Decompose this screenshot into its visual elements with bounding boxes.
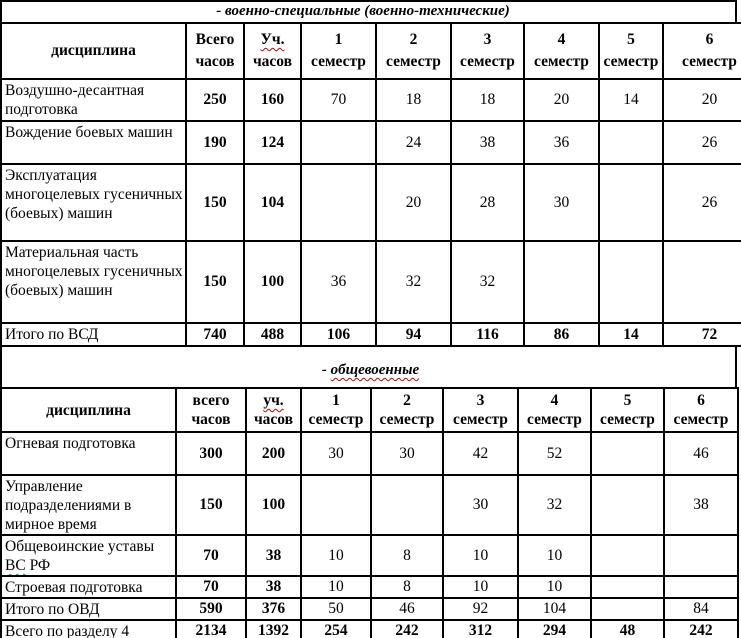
semester-cell: 92 [443, 598, 518, 620]
col-header-semester-2 [376, 23, 451, 79]
section-title-general-military [0, 362, 741, 379]
header-line: 2 [403, 392, 411, 409]
semester-cell: 32 [518, 475, 591, 535]
semester-cell: 14 [599, 323, 663, 346]
header-line: семестр [386, 53, 441, 70]
semester-cell: 24 [376, 121, 451, 164]
total-hours-cell: 590 [176, 598, 246, 620]
col-header-teach-hours [244, 23, 301, 79]
semester-cell [301, 164, 376, 241]
discipline-cell: Материальная часть многоцелевых гусеничных (боевых) машин [1, 241, 186, 323]
teach-hours-cell: 124 [244, 121, 301, 164]
semester-cell: 48 [591, 620, 664, 638]
header-line: семестр [527, 411, 582, 428]
header-line: 3 [476, 392, 485, 409]
teach-hours-cell: 38 [246, 535, 301, 576]
semester-cell: 254 [301, 620, 371, 638]
semester-cell: 30 [443, 475, 518, 535]
semester-cell: 32 [376, 241, 451, 323]
header-line: всего [192, 392, 230, 409]
discipline-cell: Огневая подготовка [1, 432, 176, 475]
total-hours-cell: 300 [176, 432, 246, 475]
header-line: семестр [311, 53, 366, 70]
teach-hours-cell: 100 [244, 241, 301, 323]
semester-cell: 104 [518, 598, 591, 620]
header-line: часов [252, 53, 293, 70]
semester-cell: 242 [371, 620, 443, 638]
totals-row-ovd [1, 598, 738, 620]
semester-cell: 242 [664, 620, 738, 638]
header-line: семестр [682, 53, 737, 70]
semester-cell: 38 [664, 475, 738, 535]
semester-cell: 10 [301, 535, 371, 576]
col-header-semester-3 [451, 23, 524, 79]
discipline-cell [1, 535, 176, 576]
header-line [247, 391, 300, 410]
semester-cell [591, 598, 664, 620]
discipline-cell: Итого по ОВД [1, 598, 176, 620]
semester-cell: 84 [664, 598, 738, 620]
semester-cell [591, 576, 664, 598]
teach-hours-cell: 376 [246, 598, 301, 620]
col-header-semester-6 [663, 23, 741, 79]
header-line: семестр [379, 411, 435, 428]
semester-cell: 36 [301, 241, 376, 323]
col-header-teach-hours [246, 388, 301, 432]
header-line: 5 [623, 392, 632, 409]
header-line: часов [191, 411, 231, 428]
table-row [1, 576, 738, 598]
semester-cell: 8 [371, 535, 443, 576]
col-header-discipline: дисциплина [1, 388, 176, 432]
total-hours-cell: 740 [186, 323, 244, 346]
semester-cell [599, 164, 663, 241]
semester-cell: 36 [524, 121, 599, 164]
semester-cell [663, 241, 741, 323]
col-header-semester-1 [301, 23, 376, 79]
misspelled-word: уч. [263, 392, 284, 409]
discipline-cell: Итого по ВСД [1, 323, 186, 346]
header-line: часов [253, 411, 294, 428]
header-line: семестр [673, 411, 729, 428]
header-line: семестр [453, 411, 508, 428]
header-line: 2 [409, 31, 418, 48]
teach-hours-cell: 160 [244, 79, 301, 121]
section-title-military-special: - военно-специальные (военно-технические) [216, 3, 510, 19]
table-row [1, 535, 738, 576]
col-header-semester-5 [591, 388, 664, 432]
header-line: 4 [557, 31, 566, 48]
semester-cell [301, 475, 371, 535]
discipline-cell: Всего по разделу 4 [1, 620, 176, 638]
semester-cell: 10 [301, 576, 371, 598]
semester-cell: 8 [371, 576, 443, 598]
grammar-flagged-word: ВС [5, 557, 26, 574]
total-hours-cell: 150 [176, 475, 246, 535]
semester-cell: 10 [518, 535, 591, 576]
semester-cell [301, 121, 376, 164]
total-hours-cell: 70 [176, 576, 246, 598]
semester-cell: 20 [524, 79, 599, 121]
teach-hours-cell: 200 [246, 432, 301, 475]
semester-cell [591, 535, 664, 576]
semester-cell [371, 475, 443, 535]
semester-cell: 70 [301, 79, 376, 121]
header-line: 1 [332, 392, 340, 409]
header-line: семестр [603, 53, 659, 70]
header-row [1, 23, 741, 79]
table-row [1, 475, 738, 535]
semester-cell: 72 [663, 323, 741, 346]
header-line [245, 29, 300, 51]
totals-row-vsd [1, 323, 741, 346]
semester-cell: 18 [451, 79, 524, 121]
semester-cell: 38 [451, 121, 524, 164]
semester-cell: 32 [451, 241, 524, 323]
semester-cell: 30 [301, 432, 371, 475]
total-hours-cell: 2134 [176, 620, 246, 638]
header-line: 6 [705, 31, 714, 48]
title-dash: - [321, 362, 327, 378]
col-header-semester-1 [301, 388, 371, 432]
semester-cell: 312 [443, 620, 518, 638]
semester-cell [591, 475, 664, 535]
discipline-text: Общевоинские уставы [5, 538, 155, 555]
header-line: 6 [697, 392, 705, 409]
col-header-semester-4 [518, 388, 591, 432]
col-header-discipline: дисциплина [1, 23, 186, 79]
semester-cell: 294 [518, 620, 591, 638]
total-hours-cell: 150 [186, 164, 244, 241]
header-line: часов [195, 53, 235, 70]
semester-cell: 26 [663, 164, 741, 241]
discipline-text: РФ [29, 557, 51, 574]
semester-cell [664, 576, 738, 598]
semester-cell [599, 241, 663, 323]
discipline-cell: Вождение боевых машин [1, 121, 186, 164]
semester-cell: 28 [451, 164, 524, 241]
semester-cell: 20 [376, 164, 451, 241]
total-hours-cell: 70 [176, 535, 246, 576]
header-line: 1 [334, 31, 343, 48]
header-line: 4 [550, 392, 559, 409]
header-line: семестр [600, 411, 655, 428]
semester-cell: 18 [376, 79, 451, 121]
discipline-cell: Управление подразделениями в мирное время [1, 475, 176, 535]
total-hours-cell: 190 [186, 121, 244, 164]
col-header-semester-2 [371, 388, 443, 432]
header-line: Всего [195, 31, 235, 48]
semester-cell [664, 535, 738, 576]
col-header-semester-3 [443, 388, 518, 432]
teach-hours-cell: 1392 [246, 620, 301, 638]
semester-cell: 50 [301, 598, 371, 620]
header-line: 3 [483, 31, 492, 48]
header-line: 5 [627, 31, 635, 48]
total-hours-cell: 150 [186, 241, 244, 323]
col-header-total-hours [176, 388, 246, 432]
semester-cell: 14 [599, 79, 663, 121]
semester-cell [591, 432, 664, 475]
col-header-semester-4 [524, 23, 599, 79]
header-line: семестр [460, 53, 515, 70]
header-line: семестр [534, 53, 589, 70]
col-header-semester-5 [599, 23, 663, 79]
semester-cell: 46 [371, 598, 443, 620]
table-row [1, 432, 738, 475]
semester-cell: 106 [301, 323, 376, 346]
semester-cell: 30 [371, 432, 443, 475]
total-hours-cell: 250 [186, 79, 244, 121]
grand-total-row [1, 620, 738, 638]
header-line: семестр [308, 411, 364, 428]
discipline-cell: Воздушно-десантная подготовка [1, 79, 186, 121]
general-military-table [0, 387, 739, 638]
misspelled-word: общевоенные [330, 362, 420, 378]
semester-cell: 42 [443, 432, 518, 475]
col-header-semester-6 [664, 388, 738, 432]
discipline-cell: Эксплуатация многоцелевых гусеничных (боевых) машин [1, 164, 186, 241]
semester-cell: 52 [518, 432, 591, 475]
teach-hours-cell: 104 [244, 164, 301, 241]
semester-cell: 10 [443, 535, 518, 576]
teach-hours-cell: 100 [246, 475, 301, 535]
teach-hours-cell: 38 [246, 576, 301, 598]
discipline-cell: Строевая подготовка [1, 576, 176, 598]
semester-cell: 30 [524, 164, 599, 241]
semester-cell: 20 [663, 79, 741, 121]
table-row [1, 79, 741, 121]
semester-cell [524, 241, 599, 323]
semester-cell: 10 [518, 576, 591, 598]
military-special-table [0, 22, 741, 347]
semester-cell: 46 [664, 432, 738, 475]
semester-cell: 86 [524, 323, 599, 346]
semester-cell: 94 [376, 323, 451, 346]
misspelled-word: Уч. [260, 31, 285, 48]
header-row [1, 388, 738, 432]
table-row [1, 121, 741, 164]
col-header-total-hours [186, 23, 244, 79]
semester-cell: 26 [663, 121, 741, 164]
teach-hours-cell: 488 [244, 323, 301, 346]
semester-cell [599, 121, 663, 164]
table-row [1, 164, 741, 241]
semester-cell: 10 [443, 576, 518, 598]
table-row [1, 241, 741, 323]
semester-cell: 116 [451, 323, 524, 346]
